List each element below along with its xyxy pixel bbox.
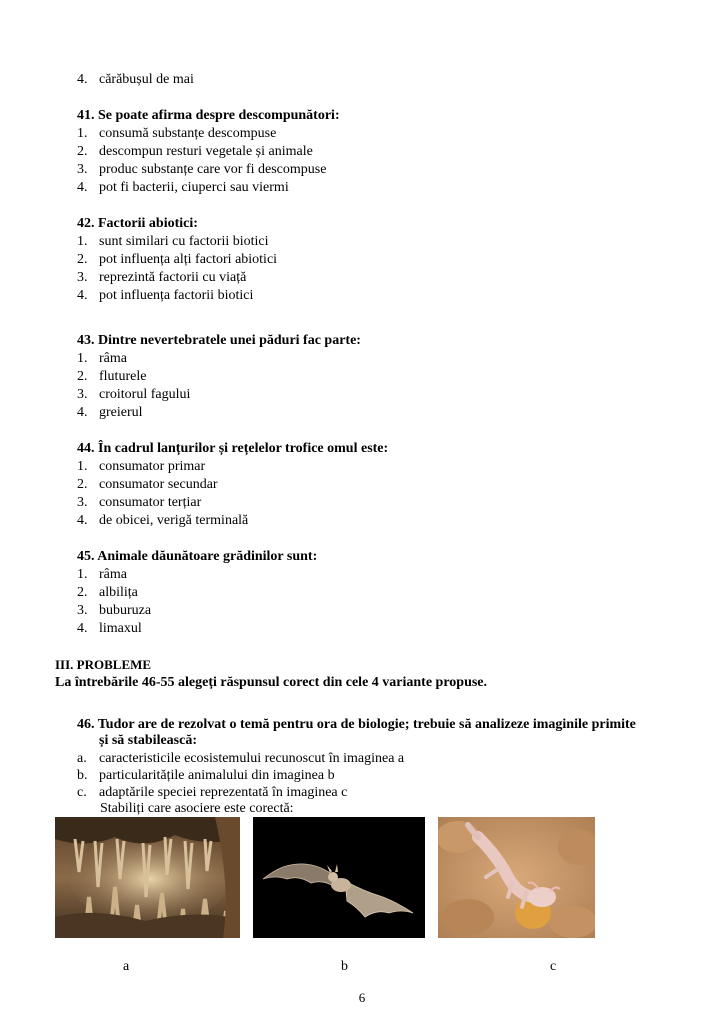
salamander-illustration — [438, 817, 595, 938]
item-number: 4. — [77, 180, 88, 195]
question-43-title: 43. Dintre nevertebratele unei păduri fac parte: — [77, 333, 361, 348]
item-number: 1. — [77, 126, 88, 141]
item-text: fluturele — [99, 369, 147, 384]
item-text: cărăbușul de mai — [99, 72, 194, 87]
item-text: consumator terțiar — [99, 495, 202, 510]
item-number: 1. — [77, 234, 88, 249]
section-heading: III. PROBLEME — [55, 657, 152, 672]
item-number: 2. — [77, 477, 88, 492]
question-44-title: 44. În cadrul lanțurilor și rețelelor trofice omul este: — [77, 441, 389, 456]
item-text: consumă substanțe descompuse — [99, 126, 277, 141]
item-text: caracteristicile ecosistemului recunoscut în imaginea a — [99, 751, 405, 766]
item-text: particularitățile animalului din imaginea b — [99, 768, 335, 783]
item-text: greierul — [99, 405, 143, 420]
item-text: descompun resturi vegetale și animale — [99, 144, 313, 159]
cave-salamander-image — [438, 817, 595, 938]
item-text: sunt similari cu factorii biotici — [99, 234, 269, 249]
item-number: 2. — [77, 369, 88, 384]
item-text: pot influența alți factori abiotici — [99, 252, 278, 267]
item-number: 3. — [77, 387, 88, 402]
image-label-c: c — [550, 959, 557, 974]
item-text: reprezintă factorii cu viață — [99, 270, 247, 285]
item-number: 4. — [77, 513, 88, 528]
item-text: râma — [99, 351, 127, 366]
item-number: 1. — [77, 567, 88, 582]
item-letter: a. — [77, 751, 87, 766]
item-number: 2. — [77, 585, 88, 600]
cave-image — [55, 817, 240, 938]
item-number: 4. — [77, 405, 88, 420]
item-text: de obicei, verigă terminală — [99, 513, 249, 528]
item-text: adaptările speciei reprezentată în imaginea c — [99, 785, 348, 800]
item-number: 4. — [77, 621, 88, 636]
item-letter: b. — [77, 768, 88, 783]
item-text: pot fi bacterii, ciuperci sau viermi — [99, 180, 289, 195]
question-42-title: 42. Factorii abiotici: — [77, 216, 198, 231]
item-number: 3. — [77, 162, 88, 177]
item-text: consumator secundar — [99, 477, 218, 492]
image-label-a: a — [123, 959, 130, 974]
bat-image — [253, 817, 425, 938]
item-text: râma — [99, 567, 127, 582]
item-number: 2. — [77, 252, 88, 267]
item-number: 3. — [77, 270, 88, 285]
question-46-prompt: Stabiliți care asociere este corectă: — [100, 801, 294, 816]
item-text: buburuza — [99, 603, 152, 618]
question-45-title: 45. Animale dăunătoare grădinilor sunt: — [77, 549, 318, 564]
item-number: 3. — [77, 495, 88, 510]
item-text: produc substanțe care vor fi descompuse — [99, 162, 327, 177]
cave-illustration — [55, 817, 240, 938]
item-number: 1. — [77, 459, 88, 474]
item-letter: c. — [77, 785, 87, 800]
item-text: croitorul fagului — [99, 387, 191, 402]
item-text: pot influența factorii biotici — [99, 288, 254, 303]
page-number: 6 — [358, 990, 366, 1005]
item-text: limaxul — [99, 621, 142, 636]
bat-illustration — [253, 817, 425, 938]
item-text: consumator primar — [99, 459, 206, 474]
question-41-title: 41. Se poate afirma despre descompunători: — [77, 108, 340, 123]
item-number: 4. — [77, 288, 88, 303]
image-label-b: b — [341, 959, 348, 974]
item-number: 3. — [77, 603, 88, 618]
question-46-title-line2: și să stabilească: — [99, 733, 197, 748]
question-46-title-line1: 46. Tudor are de rezolvat o temă pentru ora de biologie; trebuie să analizeze imaginile primite — [77, 717, 636, 732]
item-text: albilița — [99, 585, 138, 600]
item-number: 1. — [77, 351, 88, 366]
section-instruction: La întrebările 46-55 alegeți răspunsul corect din cele 4 variante propuse. — [55, 675, 488, 690]
item-number: 4. — [77, 72, 88, 87]
item-number: 2. — [77, 144, 88, 159]
